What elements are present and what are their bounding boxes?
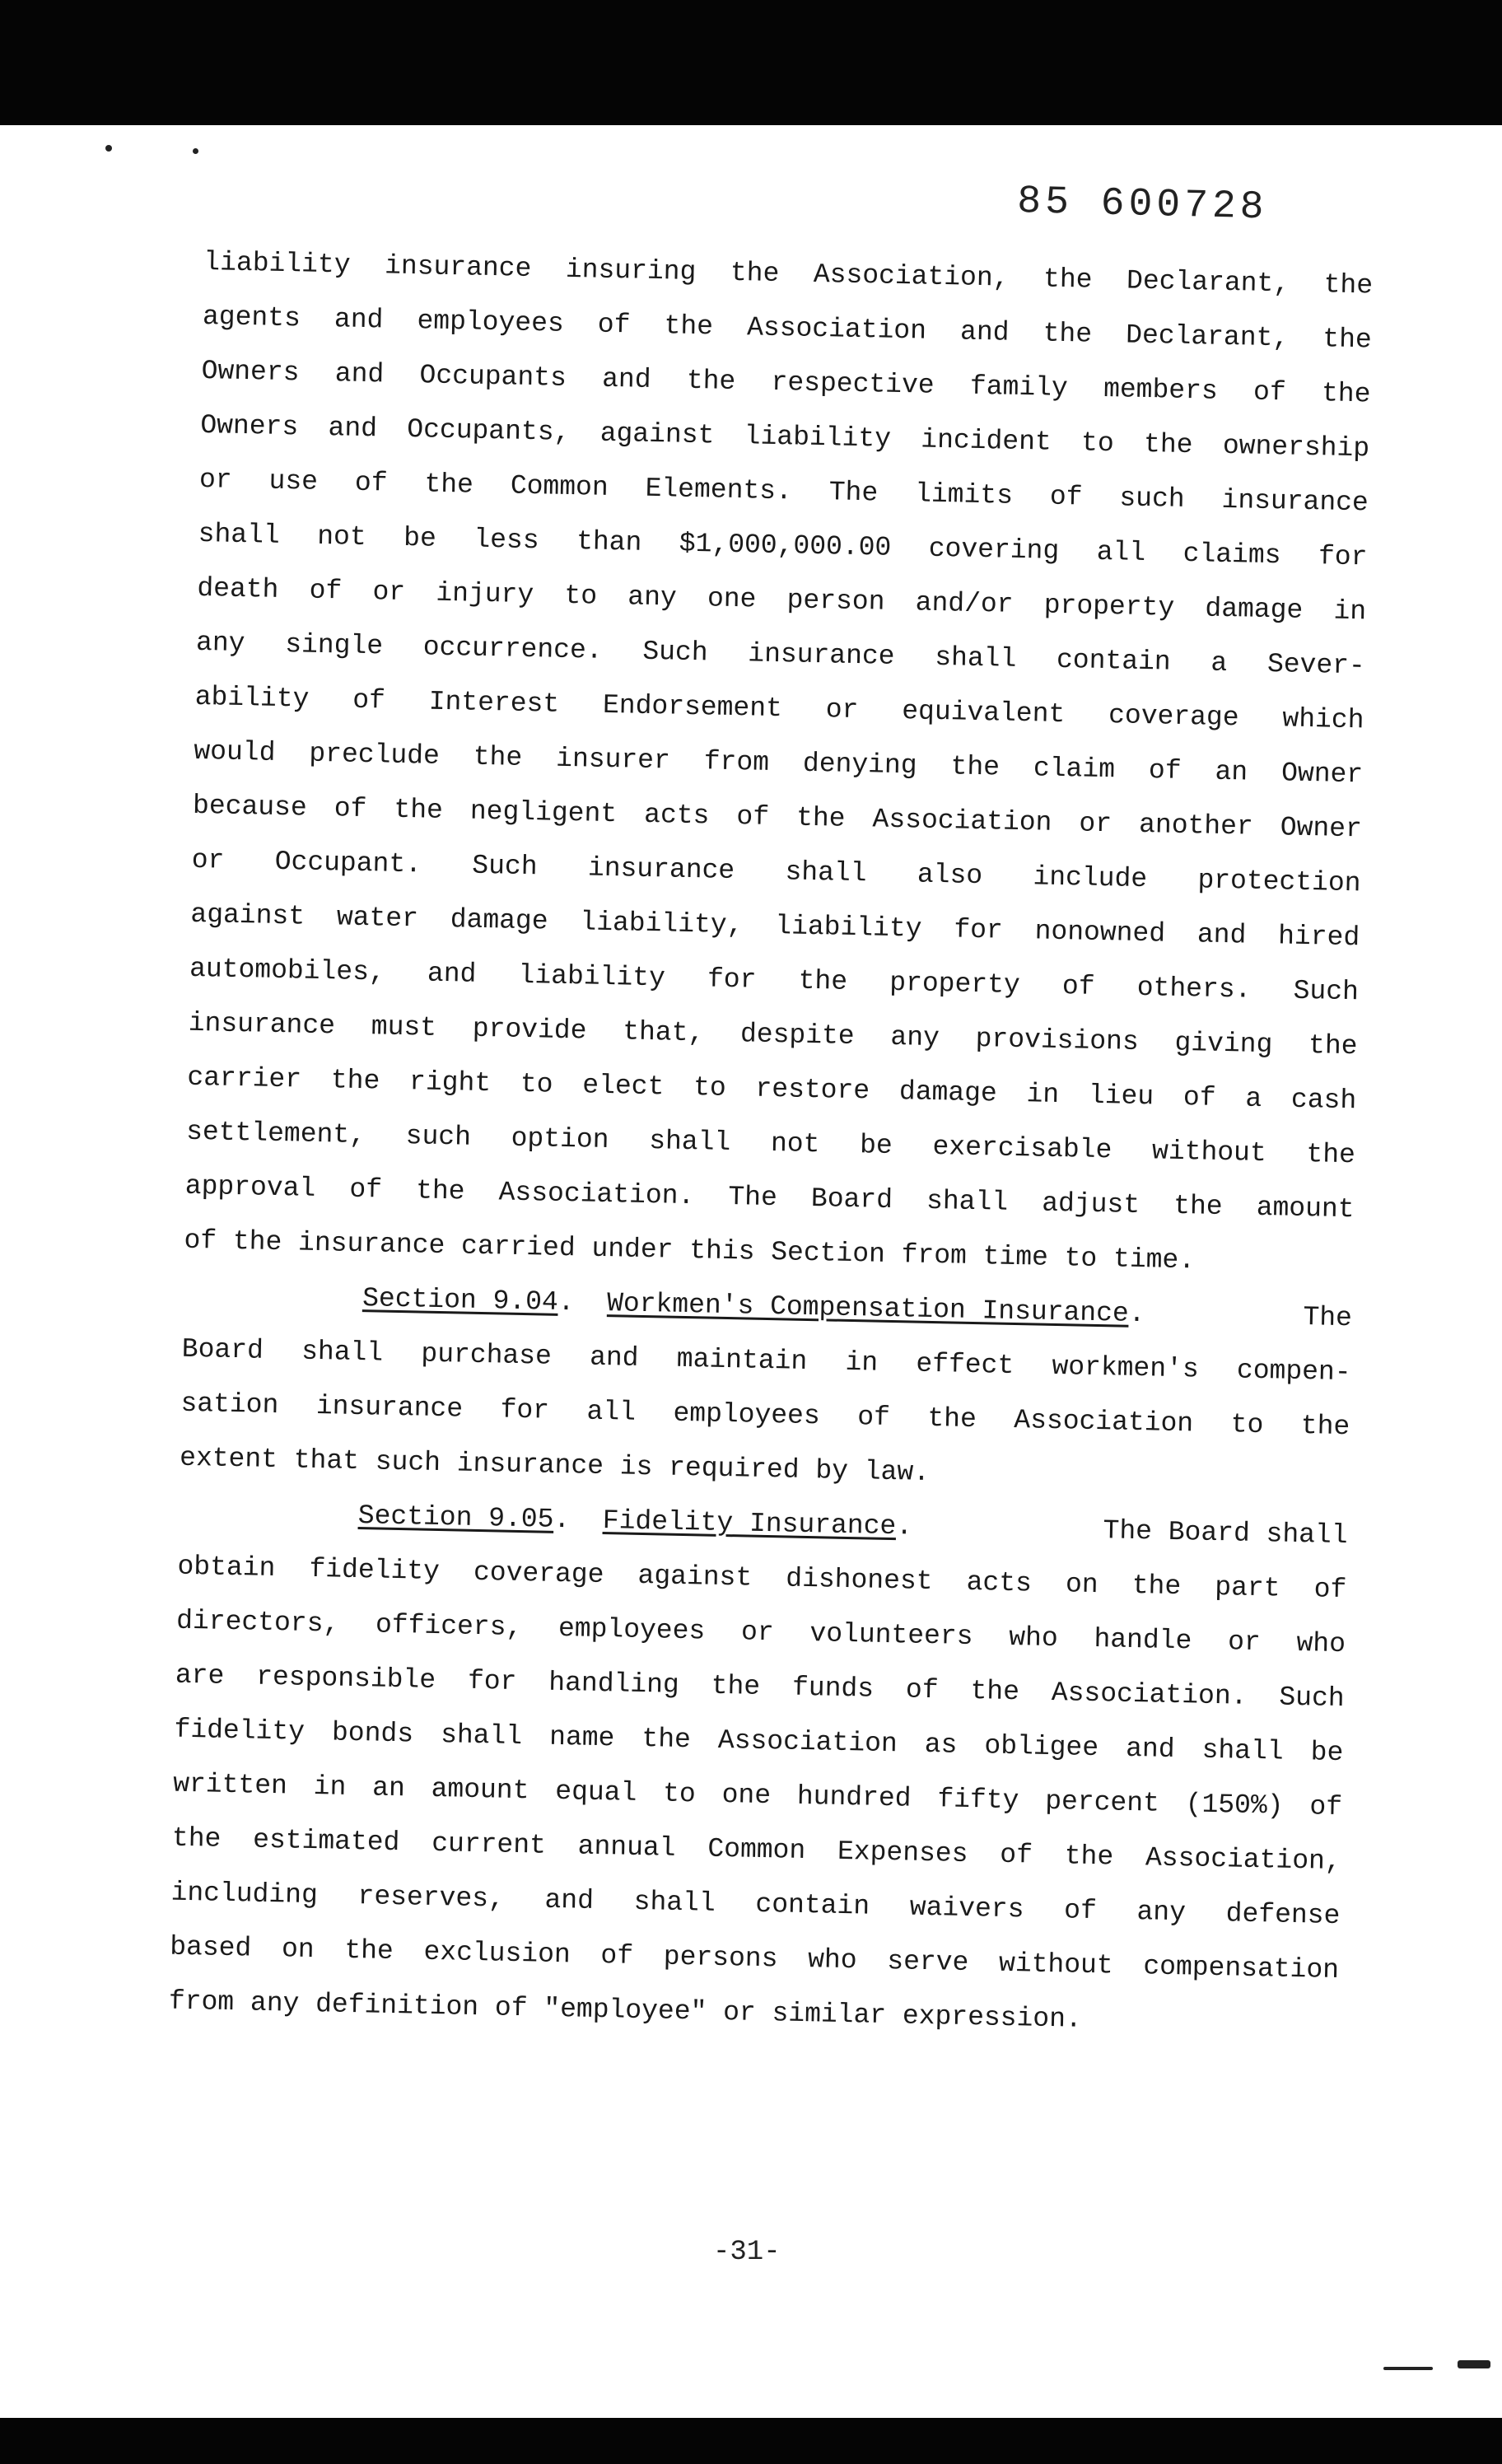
text-line: Board shall purchase and maintain in effect workmen's compen- xyxy=(181,1333,1351,1388)
text-line: against water damage liability, liability for nonowned and hired xyxy=(190,898,1360,954)
section-heading: Section 9.05. Fidelity Insurance. xyxy=(357,1500,913,1542)
text-line: or Occupant. Such insurance shall also include protection xyxy=(191,844,1361,899)
page-number: -31- xyxy=(713,2237,781,2268)
scan-speck xyxy=(1383,2367,1433,2370)
text-line: directors, officers, employees or volunteers who handle or who xyxy=(175,1605,1346,1660)
section-9-05 xyxy=(168,1486,1348,2052)
paragraph-liability-insurance xyxy=(184,236,1374,1291)
section-first-line-rest: The Board shall xyxy=(1103,1515,1348,1552)
scan-speck xyxy=(193,148,198,154)
text-line: the estimated current annual Common Expenses of the Association, xyxy=(171,1822,1342,1878)
text-line: sation insurance for all employees of the Association to the xyxy=(180,1388,1350,1443)
document-number: 85 600728 xyxy=(1016,180,1269,231)
scan-speck xyxy=(105,145,112,152)
text-line: ability of Interest Endorsement or equivalent coverage which xyxy=(194,681,1364,736)
text-line: insurance must provide that, despite any provisions giving the xyxy=(188,1007,1358,1062)
text-line: obtain fidelity coverage against dishonest acts on the part of xyxy=(177,1551,1347,1606)
text-line: any single occurrence. Such insurance shall contain a Sever- xyxy=(195,627,1366,682)
text-line: written in an amount equal to one hundred fifty percent (150%) of xyxy=(172,1768,1343,1823)
text-line: settlement, such option shall not be exercisable without the xyxy=(185,1116,1356,1171)
section-9-04 xyxy=(180,1268,1353,1509)
text-line: liability insurance insuring the Association, the Declarant, the xyxy=(203,246,1374,301)
text-line: extent that such insurance is required by law. xyxy=(179,1442,931,1488)
section-title: Fidelity Insurance xyxy=(602,1505,897,1542)
text-line: shall not be less than $1,000,000.00 covering all claims for xyxy=(198,518,1368,573)
section-number: Section 9.05 xyxy=(357,1500,554,1535)
text-line: Owners and Occupants and the respective family members of the xyxy=(201,355,1371,410)
text-line: automobiles, and liability for the property of others. Such xyxy=(189,953,1360,1008)
text-line: or use of the Common Elements. The limits of such insurance xyxy=(198,464,1369,519)
text-line: because of the negligent acts of the Association or another Owner xyxy=(192,790,1363,845)
text-line: from any definition of "employee" or similar expression. xyxy=(168,1986,1083,2035)
section-number: Section 9.04 xyxy=(362,1283,559,1318)
section-first-line-rest: The xyxy=(1303,1302,1353,1334)
text-line: would preclude the insurer from denying the claim of an Owner xyxy=(194,735,1364,791)
scan-speck xyxy=(1458,2360,1490,2368)
text-line: including reserves, and shall contain waivers of any defense xyxy=(170,1877,1341,1932)
text-line: fidelity bonds shall name the Association as obligee and shall be xyxy=(174,1714,1344,1769)
text-line: death of or injury to any one person and/or property damage in xyxy=(197,572,1367,628)
text-line: of the insurance carried under this Section from time to time. xyxy=(184,1225,1196,1276)
text-line: agents and employees of the Association and the Declarant, the xyxy=(202,301,1373,356)
section-heading: Section 9.04. Workmen's Compensation Insurance. xyxy=(362,1283,1145,1330)
section-title: Workmen's Compensation Insurance xyxy=(606,1288,1130,1329)
document-body xyxy=(168,236,1373,2052)
text-line: are responsible for handling the funds of the Association. Such xyxy=(175,1659,1345,1715)
text-line: approval of the Association. The Board shall adjust the amount xyxy=(184,1170,1355,1225)
text-line: based on the exclusion of persons who serve without compensation xyxy=(169,1931,1340,1986)
text-line: carrier the right to elect to restore damage in lieu of a cash xyxy=(187,1062,1357,1117)
scan-bottom-border xyxy=(0,2418,1502,2464)
scan-top-border xyxy=(0,0,1502,125)
text-line: Owners and Occupants, against liability incident to the ownership xyxy=(200,409,1370,464)
